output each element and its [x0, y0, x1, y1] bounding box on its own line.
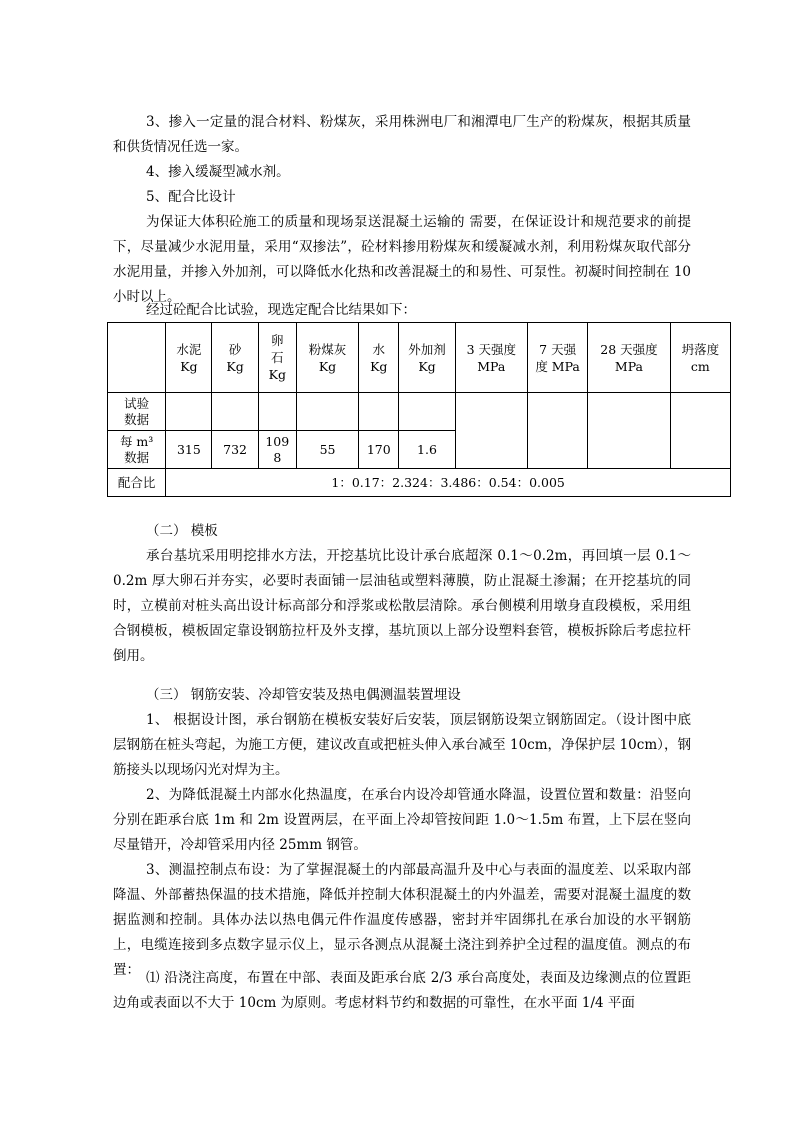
header-3day-strength: 3 天强度 MPa — [455, 323, 527, 393]
header-gravel: 卵 石 Kg — [258, 323, 296, 393]
table-cell — [166, 393, 212, 431]
section-2-body: 承台基坑采用明挖排水方法，开挖基坑比设计承台底超深 0.1～0.2m，再回填一层 0.1～0.2m 厚大卵石并夯实，必要时表面铺一层油毡或塑料薄膜，防止混凝土渗漏；在开挖基坑的同时，立模前对桩头高出设计标高部分和浮浆或松散层清除。承台侧模利用墩身直段模板，采用组合钢模板，模板固定靠设钢筋拉杆及外支撑，基坑顶以上部分设塑料套管，模板拆除后考虑拉杆倒用。 — [113, 548, 691, 664]
header-admixture: 外加剂 Kg — [399, 323, 455, 393]
table-cell — [588, 393, 670, 469]
corner-cell — [108, 323, 166, 393]
value-admixture: 1.6 — [399, 431, 455, 469]
value-gravel: 109 8 — [258, 431, 296, 469]
table-row-test-data — [108, 393, 731, 431]
value-flyash: 55 — [296, 431, 358, 469]
table-cell — [399, 393, 455, 431]
section-3-heading: （三） 钢筋安装、冷却管安装及热电偶测温装置埋设 — [146, 687, 461, 703]
header-water: 水 Kg — [359, 323, 399, 393]
row-label-test-data: 试验 数据 — [108, 393, 166, 431]
value-sand: 732 — [212, 431, 258, 469]
paragraph-admixture-flyash: 3、掺入一定量的混合材料、粉煤灰，采用株洲电厂和湘潭电厂生产的粉煤灰，根据其质量和供货情况任选一家。 — [113, 114, 691, 155]
row-label-per-m3: 每 m³ 数据 — [108, 431, 166, 469]
table-cell — [527, 393, 587, 469]
section-3-item-1: 1、 根据设计图，承台钢筋在模板安装好后安装，顶层钢筋设架立钢筋固定。（设计图中底层钢筋在桩头弯起，为施工方便，建议改直或把桩头伸入承台减至 10cm，净保护层 10cm），钢筋接头以现场闪光对焊为主。 — [113, 712, 691, 778]
header-cement: 水泥 Kg — [166, 323, 212, 393]
header-flyash: 粉煤灰 Kg — [296, 323, 358, 393]
table-cell — [455, 393, 527, 469]
table-header-row — [108, 323, 731, 393]
header-slump: 坍落度 cm — [670, 323, 730, 393]
paragraph-mix-design-body: 为保证大体积砼施工的质量和现场泵送混凝土运输的 需要，在保证设计和规范要求的前提下，尽量减少水泥用量，采用“双掺法”，砼材料掺用粉煤灰和缓凝减水剂，利用粉煤灰取代部分水泥用量，并掺入外加剂，可以降低水化热和改善混凝土的和易性、可泵性。初凝时间控制在 10 小时以上。 — [113, 214, 691, 305]
table-row-ratio — [108, 469, 731, 497]
table-cell — [296, 393, 358, 431]
section-3-item-3: 3、测温控制点布设：为了掌握混凝土的内部最高温升及中心与表面的温度差、以采取内部降温、外部蓄热保温的技术措施，降低并控制大体积混凝土的内外温差，需要对混凝土温度的数据监测和控制。具体办法以热电偶元件作温度传感器，密封并牢固绑扎在承台加设的水平钢筋上，电缆连接到多点数字显示仪上，显示各测点从混凝土浇注到养护全过程的温度值。测点的布置： — [113, 862, 691, 978]
value-cement: 315 — [166, 431, 212, 469]
value-water: 170 — [359, 431, 399, 469]
paragraph-retarder: 4、掺入缓凝型减水剂。 — [146, 164, 290, 180]
row-label-ratio: 配合比 — [108, 469, 166, 497]
table-cell — [212, 393, 258, 431]
header-7day-strength: 7 天强 度 MPa — [527, 323, 587, 393]
mix-ratio-table — [107, 322, 731, 497]
header-28day-strength: 28 天强度 MPa — [588, 323, 670, 393]
section-3-item-2: 2、为降低混凝土内部水化热温度，在承台内设冷却管通水降温，设置位置和数量：沿竖向分别在距承台底 1m 和 2m 设置两层，在平面上冷却管按间距 1.0～1.5m 布置，上下层在竖向尽量错开，冷却管采用内径 25mm 钢管。 — [113, 787, 691, 853]
table-cell — [670, 393, 730, 469]
header-sand: 砂 Kg — [212, 323, 258, 393]
table-cell — [258, 393, 296, 431]
paragraph-table-intro: 经过砼配合比试验，现选定配合比结果如下： — [146, 302, 416, 318]
paragraph-mix-design-title: 5、配合比设计 — [146, 189, 236, 205]
section-2-heading: （二） 模板 — [146, 523, 218, 539]
section-3-item-4: ⑴ 沿浇注高度，布置在中部、表面及距承台底 2/3 承台高度处，表面及边缘测点的位置距边角或表面以不大于 10cm 为原则。考虑材料节约和数据的可靠性，在水平面 1/4 平面 — [113, 970, 691, 1011]
value-ratio: 1：0.17：2.324：3.486：0.54：0.005 — [166, 469, 731, 497]
table-cell — [359, 393, 399, 431]
